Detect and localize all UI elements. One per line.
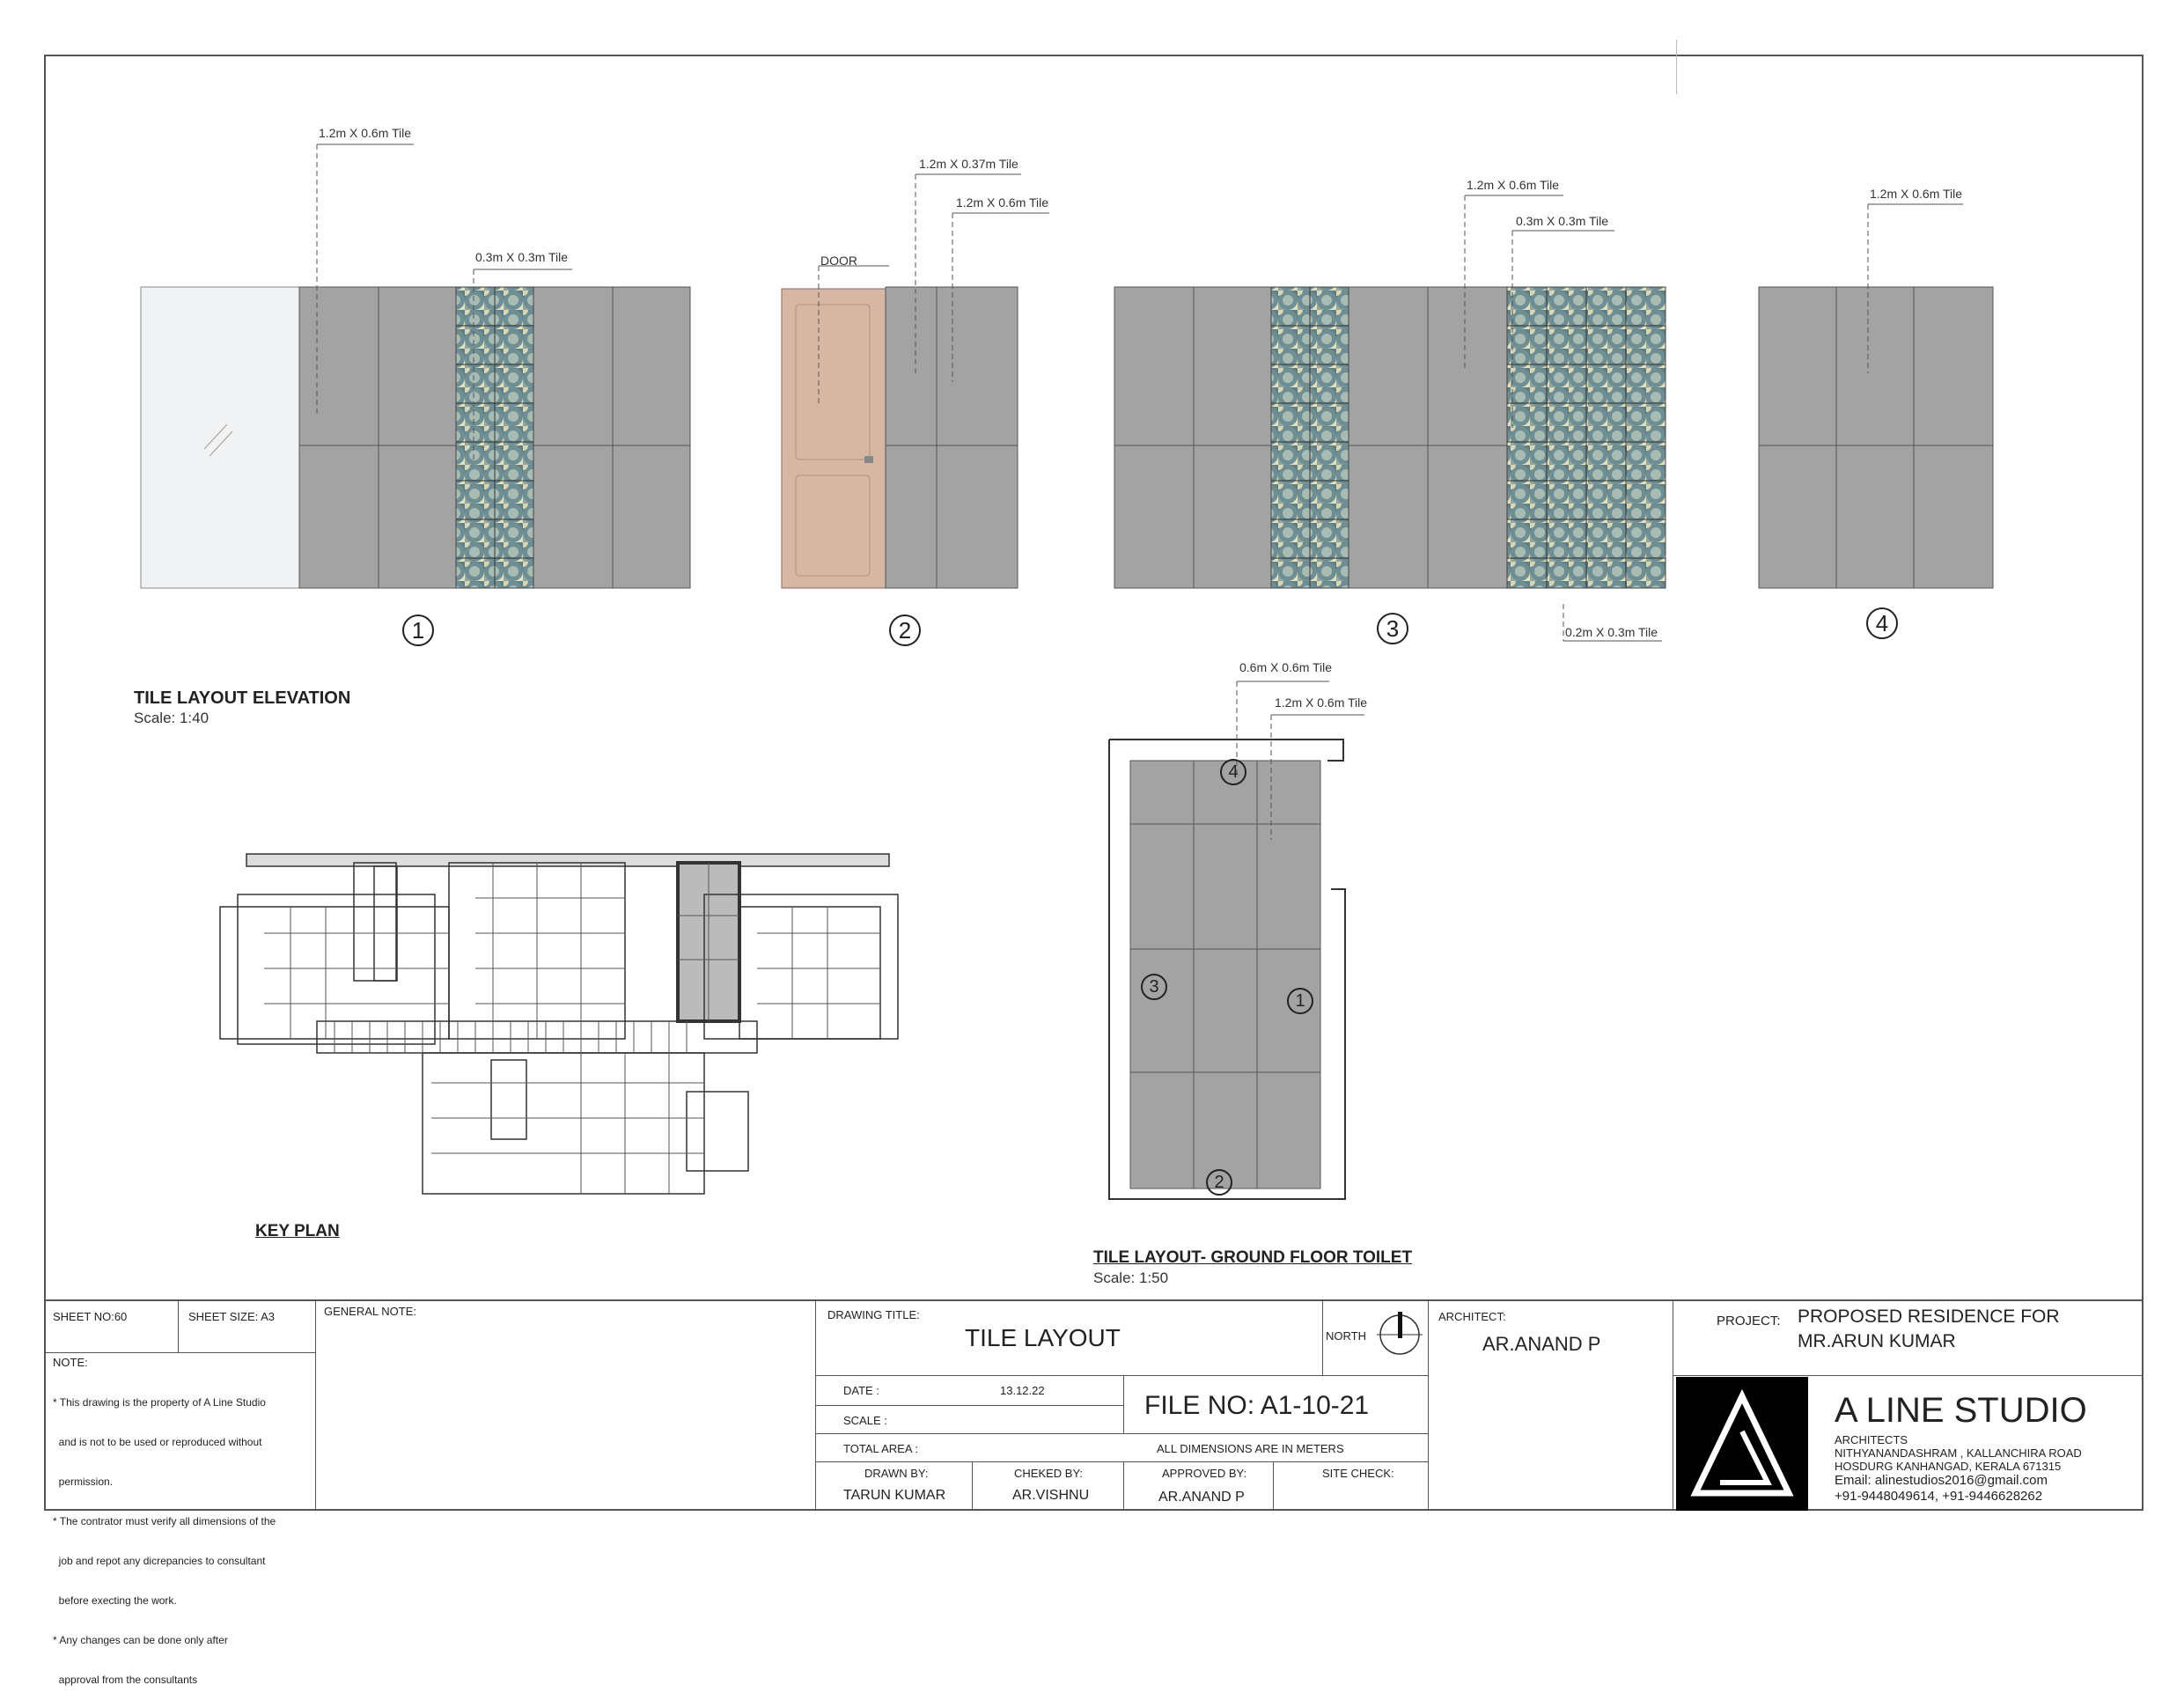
plan-marker-3: 3: [1141, 974, 1167, 1000]
elevation-number-1: 1: [402, 615, 434, 646]
total-area-label: TOTAL AREA :: [843, 1442, 919, 1455]
date-label: DATE :: [843, 1384, 879, 1397]
note-line: job and repot any dicrepancies to consultant: [53, 1555, 266, 1567]
callout-label: 0.2m X 0.3m Tile: [1565, 625, 1658, 639]
note-line: * The contrator must verify all dimensions of the: [53, 1515, 276, 1527]
note-heading: NOTE:: [53, 1356, 88, 1369]
callout-label: 0.6m X 0.6m Tile: [1239, 660, 1333, 674]
site-check-label: SITE CHECK:: [1322, 1467, 1394, 1480]
sheet-size: SHEET SIZE: A3: [188, 1310, 276, 1323]
callout-label: 1.2m X 0.6m Tile: [1870, 187, 1963, 201]
drawn-by-value: TARUN KUMAR: [843, 1488, 946, 1503]
architect-label: ARCHITECT:: [1438, 1310, 1506, 1323]
elevation-number-3: 3: [1377, 613, 1408, 644]
callout-label: 0.3m X 0.3m Tile: [475, 250, 569, 264]
approved-by-label: APPROVED BY:: [1162, 1467, 1247, 1480]
drawn-by-label: DRAWN BY:: [864, 1467, 929, 1480]
toilet-plan-scale: Scale: 1:50: [1093, 1269, 1169, 1286]
project-line-2: MR.ARUN KUMAR: [1798, 1331, 1956, 1351]
callout-label: 1.2m X 0.6m Tile: [956, 195, 1049, 210]
date-value: 13.12.22: [1000, 1384, 1045, 1397]
studio-subtitle: ARCHITECTS: [1835, 1433, 1908, 1446]
elevation-number-2: 2: [889, 615, 921, 646]
studio-phone: +91-9448049614, +91-9446628262: [1835, 1489, 2043, 1504]
project-label: PROJECT:: [1717, 1314, 1781, 1328]
elevation-title: TILE LAYOUT ELEVATION: [134, 688, 351, 708]
elevation-3: [1114, 195, 1666, 641]
elevation-4: [1759, 204, 1993, 588]
studio-logo: [1676, 1377, 1808, 1511]
callout-label: DOOR: [820, 254, 857, 268]
studio-logo-icon: [1676, 1377, 1808, 1511]
elevation-scale: Scale: 1:40: [134, 710, 210, 726]
key-plan-drawing: [211, 845, 916, 1215]
callout-label: 1.2m X 0.37m Tile: [919, 157, 1018, 171]
dimensions-note: ALL DIMENSIONS ARE IN METERS: [1157, 1442, 1344, 1455]
plan-marker-1: 1: [1287, 988, 1313, 1014]
callout-label: 1.2m X 0.6m Tile: [319, 126, 412, 140]
architect-name: AR.ANAND P: [1482, 1333, 1601, 1355]
file-number: FILE NO: A1-10-21: [1144, 1391, 1370, 1420]
note-line: approval from the consultants: [53, 1674, 198, 1686]
north-label: NORTH: [1326, 1329, 1366, 1343]
studio-name: A LINE STUDIO: [1835, 1391, 2087, 1430]
drawing-title-label: DRAWING TITLE:: [827, 1308, 920, 1321]
elevation-2: [782, 174, 1049, 588]
approved-by-value: AR.ANAND P: [1158, 1490, 1245, 1505]
note-line: * Any changes can be done only after: [53, 1634, 228, 1646]
checked-by-value: AR.VISHNU: [1012, 1488, 1090, 1503]
elevation-1: [141, 144, 690, 588]
key-plan-title: KEY PLAN: [255, 1222, 340, 1240]
toilet-plan-drawing: [1100, 651, 1417, 1250]
glass-panel: [141, 287, 299, 588]
general-note-label: GENERAL NOTE:: [324, 1305, 416, 1318]
north-arrow-icon: [1373, 1308, 1426, 1361]
toilet-plan-title: TILE LAYOUT- GROUND FLOOR TOILET: [1093, 1248, 1413, 1267]
notes-list: [53, 1370, 276, 1700]
callout-label: 1.2m X 0.6m Tile: [1467, 178, 1560, 192]
note-line: * This drawing is the property of A Line Studio: [53, 1396, 266, 1409]
plan-marker-2: 2: [1206, 1169, 1232, 1196]
note-line: permission.: [53, 1476, 114, 1488]
elevation-number-4: 4: [1866, 607, 1898, 639]
tile-elevations: [0, 0, 2184, 687]
note-line: and is not to be used or reproduced without: [53, 1436, 262, 1448]
project-line-1: PROPOSED RESIDENCE FOR: [1798, 1306, 2060, 1327]
studio-address-1: NITHYANANDASHRAM , KALLANCHIRA ROAD: [1835, 1446, 2082, 1460]
studio-details: [1835, 1433, 2082, 1505]
note-line: before execting the work.: [53, 1594, 177, 1607]
callout-label: 1.2m X 0.6m Tile: [1275, 695, 1368, 710]
callout-label: 0.3m X 0.3m Tile: [1516, 214, 1609, 228]
checked-by-label: CHEKED BY:: [1014, 1467, 1084, 1480]
sheet-number: SHEET NO:60: [53, 1310, 128, 1323]
studio-address-2: HOSDURG KANHANGAD, KERALA 671315: [1835, 1460, 2062, 1473]
drawing-title: TILE LAYOUT: [965, 1324, 1121, 1351]
studio-email: Email: alinestudios2016@gmail.com: [1835, 1473, 2048, 1488]
scale-label: SCALE :: [843, 1414, 887, 1427]
plan-marker-4: 4: [1220, 759, 1246, 785]
tb-top-line: [44, 1299, 2144, 1301]
